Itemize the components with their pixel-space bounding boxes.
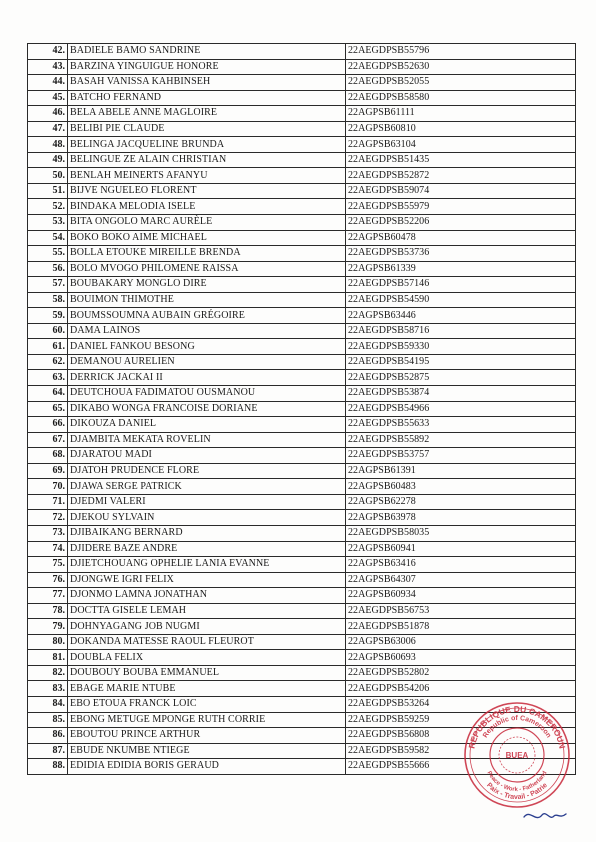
- row-number: 58.: [28, 292, 68, 308]
- candidate-id: 22AGPSB61391: [346, 463, 576, 479]
- table-row: [28, 354, 576, 370]
- candidate-name: BOUBAKARY MONGLO DIRE: [68, 277, 346, 293]
- candidate-name: BIJVE NGUELEO FLORENT: [68, 183, 346, 199]
- signature: [520, 805, 570, 825]
- candidate-name: DOCTTA GISELE LEMAH: [68, 603, 346, 619]
- candidate-list-table: [27, 43, 576, 775]
- candidate-name: DOKANDA MATESSE RAOUL FLEUROT: [68, 634, 346, 650]
- table-row: [28, 650, 576, 666]
- candidate-id: 22AGPSB63104: [346, 137, 576, 153]
- table-row: [28, 557, 576, 573]
- row-number: 52.: [28, 199, 68, 215]
- row-number: 64.: [28, 386, 68, 402]
- table-row: [28, 370, 576, 386]
- candidate-name: EBUDE NKUMBE NTIEGE: [68, 743, 346, 759]
- candidate-name: BOUIMON THIMOTHE: [68, 292, 346, 308]
- candidate-id: 22AEGDPSB57146: [346, 277, 576, 293]
- row-number: 61.: [28, 339, 68, 355]
- row-number: 65.: [28, 401, 68, 417]
- candidate-name: BELIBI PIE CLAUDE: [68, 121, 346, 137]
- table-row: [28, 199, 576, 215]
- candidate-id: 22AEGDPSB52055: [346, 75, 576, 91]
- table-row: [28, 339, 576, 355]
- row-number: 63.: [28, 370, 68, 386]
- candidate-id: 22AGPSB60478: [346, 230, 576, 246]
- candidate-name: DJEDMI VALERI: [68, 494, 346, 510]
- candidate-id: 22AEGDPSB56808: [346, 728, 576, 744]
- row-number: 51.: [28, 183, 68, 199]
- row-number: 70.: [28, 479, 68, 495]
- table-row: [28, 121, 576, 137]
- candidate-name: BOUMSSOUMNA AUBAIN GRÉGOIRE: [68, 308, 346, 324]
- table-row: [28, 106, 576, 122]
- candidate-id: 22AEGDPSB53736: [346, 246, 576, 262]
- stamp-text-center: BUEA: [505, 751, 529, 760]
- row-number: 53.: [28, 215, 68, 231]
- candidate-name: DJIDERE BAZE ANDRE: [68, 541, 346, 557]
- table-row: [28, 246, 576, 262]
- candidate-name: DEMANOU AURELIEN: [68, 354, 346, 370]
- candidate-name: EBO ETOUA FRANCK LOIC: [68, 696, 346, 712]
- candidate-name: EBONG METUGE MPONGE RUTH CORRIE: [68, 712, 346, 728]
- table-row: [28, 230, 576, 246]
- row-number: 68.: [28, 448, 68, 464]
- row-number: 85.: [28, 712, 68, 728]
- row-number: 62.: [28, 354, 68, 370]
- table-row: [28, 386, 576, 402]
- table-row: [28, 619, 576, 635]
- candidate-id: 22AEGDPSB51878: [346, 619, 576, 635]
- candidate-id: 22AGPSB64307: [346, 572, 576, 588]
- candidate-id: 22AEGDPSB55796: [346, 44, 576, 60]
- table-row: [28, 152, 576, 168]
- row-number: 67.: [28, 432, 68, 448]
- candidate-name: BATCHO FERNAND: [68, 90, 346, 106]
- row-number: 80.: [28, 634, 68, 650]
- table-row: [28, 634, 576, 650]
- candidate-id: 22AEGDPSB55892: [346, 432, 576, 448]
- candidate-name: BELA ABELE ANNE MAGLOIRE: [68, 106, 346, 122]
- table-row: [28, 401, 576, 417]
- row-number: 55.: [28, 246, 68, 262]
- row-number: 59.: [28, 308, 68, 324]
- candidate-name: BASAH VANISSA KAHBINSEH: [68, 75, 346, 91]
- row-number: 71.: [28, 494, 68, 510]
- candidate-id: 22AGPSB62278: [346, 494, 576, 510]
- candidate-id: 22AEGDPSB54195: [346, 354, 576, 370]
- table-row: [28, 541, 576, 557]
- table-row: [28, 137, 576, 153]
- row-number: 78.: [28, 603, 68, 619]
- table-row: [28, 572, 576, 588]
- stamp-text-top: REPUBLIQUE DU CAMEROUN: [466, 703, 568, 750]
- stamp-text-bottom-en: Peace - Work - Fatherland: [485, 770, 549, 794]
- candidate-list-body: [28, 44, 576, 775]
- row-number: 73.: [28, 525, 68, 541]
- candidate-id: 22AGPSB60810: [346, 121, 576, 137]
- candidate-name: DAMA LAINOS: [68, 323, 346, 339]
- candidate-name: BOLO MVOGO PHILOMENE RAISSA: [68, 261, 346, 277]
- candidate-name: DJAMBITA MEKATA ROVELIN: [68, 432, 346, 448]
- candidate-name: EBOUTOU PRINCE ARTHUR: [68, 728, 346, 744]
- table-row: [28, 681, 576, 697]
- row-number: 82.: [28, 665, 68, 681]
- table-row: [28, 323, 576, 339]
- candidate-name: DIKABO WONGA FRANCOISE DORIANE: [68, 401, 346, 417]
- row-number: 86.: [28, 728, 68, 744]
- candidate-id: 22AGPSB60934: [346, 588, 576, 604]
- row-number: 88.: [28, 759, 68, 775]
- row-number: 49.: [28, 152, 68, 168]
- table-row: [28, 665, 576, 681]
- candidate-id: 22AEGDPSB59330: [346, 339, 576, 355]
- candidate-name: DJATOH PRUDENCE FLORE: [68, 463, 346, 479]
- row-number: 76.: [28, 572, 68, 588]
- row-number: 83.: [28, 681, 68, 697]
- table-row: [28, 448, 576, 464]
- candidate-id: 22AEGDPSB53264: [346, 696, 576, 712]
- row-number: 77.: [28, 588, 68, 604]
- candidate-name: DJONMO LAMNA JONATHAN: [68, 588, 346, 604]
- row-number: 60.: [28, 323, 68, 339]
- table-row: [28, 525, 576, 541]
- candidate-id: 22AEGDPSB55979: [346, 199, 576, 215]
- table-row: [28, 277, 576, 293]
- candidate-name: BELINGA JACQUELINE BRUNDA: [68, 137, 346, 153]
- table-row: [28, 44, 576, 60]
- candidate-id: 22AEGDPSB52206: [346, 215, 576, 231]
- candidate-id: 22AEGDPSB54590: [346, 292, 576, 308]
- row-number: 42.: [28, 44, 68, 60]
- row-number: 66.: [28, 417, 68, 433]
- candidate-id: 22AGPSB63416: [346, 557, 576, 573]
- row-number: 48.: [28, 137, 68, 153]
- candidate-name: DOUBOUY BOUBA EMMANUEL: [68, 665, 346, 681]
- candidate-id: 22AEGDPSB59582: [346, 743, 576, 759]
- candidate-name: DEUTCHOUA FADIMATOU OUSMANOU: [68, 386, 346, 402]
- candidate-id: 22AEGDPSB59074: [346, 183, 576, 199]
- candidate-id: 22AEGDPSB52630: [346, 59, 576, 75]
- table-row: [28, 261, 576, 277]
- table-row: [28, 59, 576, 75]
- candidate-name: EDIDIA EDIDIA BORIS GERAUD: [68, 759, 346, 775]
- row-number: 79.: [28, 619, 68, 635]
- candidate-name: BOLLA ETOUKE MIREILLE BRENDA: [68, 246, 346, 262]
- table-row: [28, 603, 576, 619]
- candidate-id: 22AEGDPSB56753: [346, 603, 576, 619]
- official-stamp: [462, 700, 572, 810]
- candidate-id: 22AEGDPSB58580: [346, 90, 576, 106]
- candidate-id: 22AEGDPSB54206: [346, 681, 576, 697]
- stamp-text-bottom: Paix - Travail - Patrie: [485, 781, 549, 802]
- candidate-id: 22AEGDPSB52872: [346, 168, 576, 184]
- candidate-id: 22AEGDPSB53757: [346, 448, 576, 464]
- table-row: [28, 417, 576, 433]
- row-number: 45.: [28, 90, 68, 106]
- candidate-id: 22AEGDPSB58035: [346, 525, 576, 541]
- row-number: 56.: [28, 261, 68, 277]
- table-row: [28, 588, 576, 604]
- candidate-name: BOKO BOKO AIME MICHAEL: [68, 230, 346, 246]
- table-row: [28, 510, 576, 526]
- candidate-id: 22AGPSB60941: [346, 541, 576, 557]
- candidate-name: BINDAKA MELODIA ISELE: [68, 199, 346, 215]
- row-number: 43.: [28, 59, 68, 75]
- candidate-id: 22AEGDPSB52875: [346, 370, 576, 386]
- candidate-name: DOHNYAGANG JOB NUGMI: [68, 619, 346, 635]
- svg-text:REPUBLIQUE DU CAMEROUN: [466, 704, 567, 749]
- table-row: [28, 494, 576, 510]
- table-row: [28, 292, 576, 308]
- candidate-name: DJEKOU SYLVAIN: [68, 510, 346, 526]
- candidate-name: DERRICK JACKAI II: [68, 370, 346, 386]
- table-row: [28, 90, 576, 106]
- candidate-name: BARZINA YINGUIGUE HONORE: [68, 59, 346, 75]
- candidate-name: BELINGUE ZE ALAIN CHRISTIAN: [68, 152, 346, 168]
- candidate-name: EBAGE MARIE NTUBE: [68, 681, 346, 697]
- candidate-name: DJONGWE IGRI FELIX: [68, 572, 346, 588]
- candidate-id: 22AEGDPSB58716: [346, 323, 576, 339]
- table-row: [28, 479, 576, 495]
- table-row: [28, 463, 576, 479]
- candidate-id: 22AGPSB60483: [346, 479, 576, 495]
- row-number: 69.: [28, 463, 68, 479]
- candidate-id: 22AGPSB63446: [346, 308, 576, 324]
- candidate-name: DOUBLA FELIX: [68, 650, 346, 666]
- table-row: [28, 308, 576, 324]
- row-number: 75.: [28, 557, 68, 573]
- candidate-id: 22AEGDPSB55633: [346, 417, 576, 433]
- candidate-name: DJIBAIKANG BERNARD: [68, 525, 346, 541]
- candidate-name: BADIELE BAMO SANDRINE: [68, 44, 346, 60]
- candidate-id: 22AGPSB61339: [346, 261, 576, 277]
- candidate-id: 22AEGDPSB53874: [346, 386, 576, 402]
- candidate-id: 22AGPSB63978: [346, 510, 576, 526]
- candidate-name: DJARATOU MADI: [68, 448, 346, 464]
- row-number: 44.: [28, 75, 68, 91]
- table-row: [28, 183, 576, 199]
- row-number: 81.: [28, 650, 68, 666]
- candidate-name: DJIETCHOUANG OPHELIE LANIA EVANNE: [68, 557, 346, 573]
- candidate-id: 22AGPSB63006: [346, 634, 576, 650]
- candidate-id: 22AEGDPSB52802: [346, 665, 576, 681]
- table-row: [28, 75, 576, 91]
- candidate-id: 22AGPSB61111: [346, 106, 576, 122]
- row-number: 72.: [28, 510, 68, 526]
- row-number: 57.: [28, 277, 68, 293]
- row-number: 87.: [28, 743, 68, 759]
- candidate-name: DANIEL FANKOU BESONG: [68, 339, 346, 355]
- candidate-id: 22AEGDPSB51435: [346, 152, 576, 168]
- table-row: [28, 168, 576, 184]
- row-number: 74.: [28, 541, 68, 557]
- candidate-name: BENLAH MEINERTS AFANYU: [68, 168, 346, 184]
- row-number: 46.: [28, 106, 68, 122]
- row-number: 50.: [28, 168, 68, 184]
- candidate-name: BITA ONGOLO MARC AURÈLE: [68, 215, 346, 231]
- candidate-name: DIKOUZA DANIEL: [68, 417, 346, 433]
- row-number: 54.: [28, 230, 68, 246]
- row-number: 84.: [28, 696, 68, 712]
- candidate-name: DJAWA SERGE PATRICK: [68, 479, 346, 495]
- candidate-id: 22AEGDPSB54966: [346, 401, 576, 417]
- table-row: [28, 432, 576, 448]
- stamp-text-mid: Republic of Cameroon: [482, 714, 553, 740]
- row-number: 47.: [28, 121, 68, 137]
- candidate-id: 22AEGDPSB55666: [346, 759, 576, 775]
- candidate-id: 22AEGDPSB59259: [346, 712, 576, 728]
- candidate-id: 22AGPSB60693: [346, 650, 576, 666]
- table-row: [28, 215, 576, 231]
